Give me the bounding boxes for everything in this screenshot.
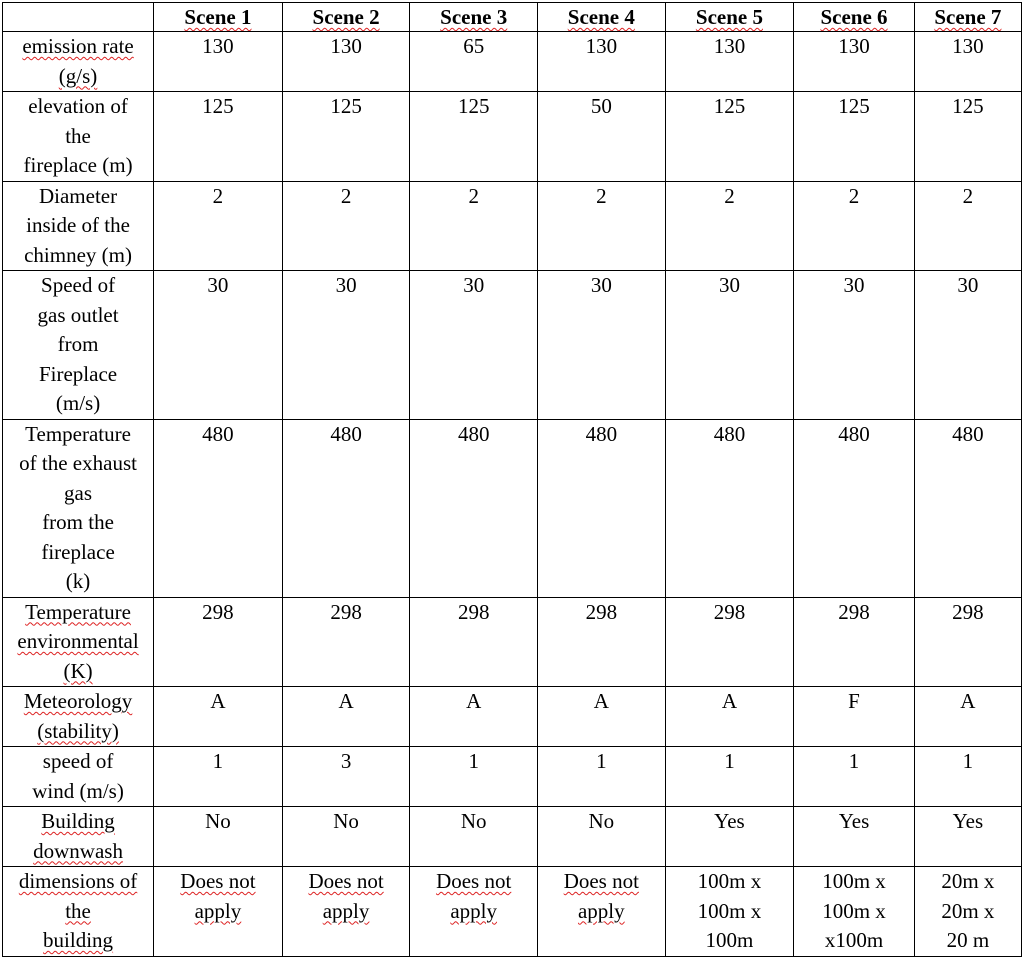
table-row-environmental-temperature <box>3 597 1022 687</box>
table-row-emission-rate <box>3 32 1022 92</box>
row-label: Building downwash <box>3 807 154 867</box>
scene-1-header: Scene 1 <box>154 3 283 32</box>
table-cell: 130 <box>665 32 794 92</box>
table-cell: A <box>282 687 410 747</box>
table-cell: No <box>282 807 410 867</box>
table-cell: Does not apply <box>410 867 538 957</box>
table-row-diameter <box>3 181 1022 271</box>
table-cell: 30 <box>665 271 794 420</box>
table-cell: A <box>914 687 1021 747</box>
table-cell: Yes <box>914 807 1021 867</box>
table-cell: 125 <box>154 92 283 182</box>
parameters-table <box>2 2 1022 957</box>
table-cell: 1 <box>410 747 538 807</box>
table-cell: 2 <box>538 181 666 271</box>
table-cell: 480 <box>410 419 538 597</box>
table-cell: 298 <box>914 597 1021 687</box>
table-cell: 3 <box>282 747 410 807</box>
table-cell: 125 <box>794 92 914 182</box>
row-label: elevation of the fireplace (m) <box>3 92 154 182</box>
table-cell: 480 <box>282 419 410 597</box>
table-cell: 125 <box>665 92 794 182</box>
table-cell: 30 <box>282 271 410 420</box>
row-label: Meteorology (stability) <box>3 687 154 747</box>
table-row-exhaust-temperature <box>3 419 1022 597</box>
table-row-building-downwash <box>3 807 1022 867</box>
table-cell: No <box>154 807 283 867</box>
table-cell: 1 <box>538 747 666 807</box>
scene-3-header: Scene 3 <box>410 3 538 32</box>
table-cell: 50 <box>538 92 666 182</box>
header-row <box>3 3 1022 32</box>
table-cell: 20m x 20m x 20 m <box>914 867 1021 957</box>
row-label: emission rate (g/s) <box>3 32 154 92</box>
table-cell: No <box>410 807 538 867</box>
table-cell: 130 <box>914 32 1021 92</box>
table-row-wind-speed <box>3 747 1022 807</box>
table-row-meteorology <box>3 687 1022 747</box>
table-cell: 2 <box>914 181 1021 271</box>
table-cell: Does not apply <box>282 867 410 957</box>
table-cell: 65 <box>410 32 538 92</box>
table-cell: 125 <box>282 92 410 182</box>
table-cell: 298 <box>410 597 538 687</box>
table-cell: F <box>794 687 914 747</box>
table-row-elevation <box>3 92 1022 182</box>
table-cell: 125 <box>410 92 538 182</box>
table-cell: 480 <box>794 419 914 597</box>
table-row-building-dimensions <box>3 867 1022 957</box>
table-cell: 298 <box>538 597 666 687</box>
table-cell: 130 <box>794 32 914 92</box>
table-cell: 480 <box>665 419 794 597</box>
table-cell: 480 <box>914 419 1021 597</box>
table-cell: 130 <box>154 32 283 92</box>
table-cell: 2 <box>794 181 914 271</box>
table-cell: 1 <box>665 747 794 807</box>
row-label: speed of wind (m/s) <box>3 747 154 807</box>
table-cell: Yes <box>665 807 794 867</box>
row-label: Speed of gas outlet from Fireplace (m/s) <box>3 271 154 420</box>
scene-2-header: Scene 2 <box>282 3 410 32</box>
table-cell: 298 <box>154 597 283 687</box>
table-cell: No <box>538 807 666 867</box>
row-label: Temperature environmental (K) <box>3 597 154 687</box>
row-label: Temperature of the exhaust gas from the fireplace (k) <box>3 419 154 597</box>
table-cell: 130 <box>282 32 410 92</box>
table-cell: Does not apply <box>154 867 283 957</box>
table-cell: 1 <box>794 747 914 807</box>
table-cell: Yes <box>794 807 914 867</box>
scene-7-header: Scene 7 <box>914 3 1021 32</box>
table-cell: 2 <box>154 181 283 271</box>
table-cell: 100m x 100m x 100m <box>665 867 794 957</box>
table-cell: A <box>410 687 538 747</box>
scene-6-header: Scene 6 <box>794 3 914 32</box>
table-cell: 130 <box>538 32 666 92</box>
row-label: dimensions of the building <box>3 867 154 957</box>
table-cell: 298 <box>665 597 794 687</box>
table-cell: 2 <box>410 181 538 271</box>
table-cell: 30 <box>154 271 283 420</box>
table-cell: 480 <box>538 419 666 597</box>
scene-4-header: Scene 4 <box>538 3 666 32</box>
table-cell: 298 <box>282 597 410 687</box>
scene-5-header: Scene 5 <box>665 3 794 32</box>
table-cell: A <box>154 687 283 747</box>
table-cell: 30 <box>410 271 538 420</box>
table-cell: 2 <box>282 181 410 271</box>
table-cell: 30 <box>538 271 666 420</box>
table-cell: 30 <box>794 271 914 420</box>
table-cell: A <box>538 687 666 747</box>
table-cell: 1 <box>154 747 283 807</box>
table-cell: 100m x 100m x x100m <box>794 867 914 957</box>
table-row-gas-outlet-speed <box>3 271 1022 420</box>
table-cell: 1 <box>914 747 1021 807</box>
table-cell: 298 <box>794 597 914 687</box>
table-cell: 30 <box>914 271 1021 420</box>
table-cell: 480 <box>154 419 283 597</box>
table-cell: 2 <box>665 181 794 271</box>
row-label: Diameter inside of the chimney (m) <box>3 181 154 271</box>
table-cell: 125 <box>914 92 1021 182</box>
corner-cell <box>3 3 154 32</box>
table-cell: A <box>665 687 794 747</box>
table-cell: Does not apply <box>538 867 666 957</box>
